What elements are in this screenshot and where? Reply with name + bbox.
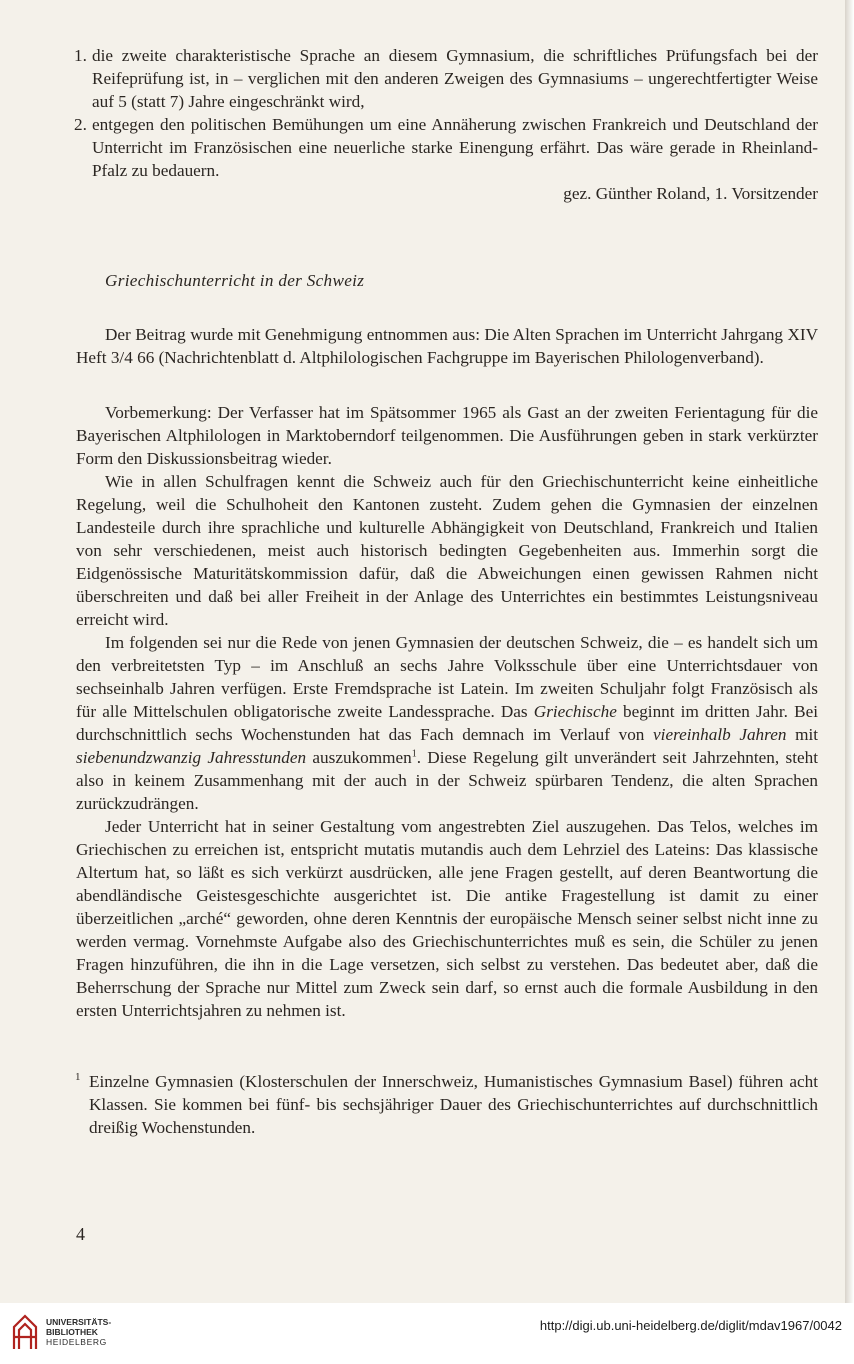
logo-shape	[14, 1316, 36, 1349]
list-item	[76, 44, 818, 113]
library-logo-icon[interactable]	[10, 1311, 40, 1351]
body-paragraph: Wie in allen Schulfragen kennt die Schweiz auch für den Griechischunterricht keine einheitliche Regelung, weil die Schulhoheit den Kantonen zusteht. Zudem gehen die Gymnasien der einzelnen Landesteile durch ihre sprachliche und kulturelle Abhängigkeit von Deutschland, Frankreich und Italien von sehr verschiedenen, meist auch historisch bedingten Gegebenheiten aus. Immerhin sorgt die Eidgenössische Maturitätskommission dafür, daß die Abweichungen einen gewissen Rahmen nicht überschreiten und daß bei aller Freiheit in der Anlage des Unterrichtes ein bestimmtes Leistungsniveau erreicht wird.	[76, 472, 818, 629]
footnote-text: Einzelne Gymnasien (Klosterschulen der Innerschweiz, Humanistisches Gymnasium Basel) führen acht Klassen. Sie kommen bei fünf- bis sechsjähriger Dauer des Griechischunterrichtes auf durchschnittlich dreißig Wochenstunden.	[89, 1072, 818, 1137]
text-run: . Diese Regelung gilt unverändert seit Jahrzehnten, steht also in keinem Zusammenhang mit der auch in der Schweiz spürbaren Tendenz, die alten Sprachen zurückzudrängen.	[76, 748, 818, 813]
list-item	[76, 113, 818, 182]
footnote-reference[interactable]: 1	[411, 748, 417, 760]
body-paragraph: Jeder Unterricht hat in seiner Gestaltung vom angestrebten Ziel auszugehen. Das Telos, welches im Griechischen zu erreichen ist, entspricht mutatis mutandis auch dem Lehrziel des Lateins: Das klassische Altertum hat, so läßt es sich verkürzt ausdrücken, alle jene Fragen gestellt, auf deren Beantwortung die abendländische Geistesgeschichte ausgerichtet ist. Die antike Fragestellung ist damit zu einer überzeitlichen „arché“ geworden, ohne deren Kenntnis der europäische Mensch seiner selbst nicht inne zu werden vermag. Vornehmste Aufgabe also des Griechischunterrichtes muß es sein, die Schüler zu jenen Fragen hinzuführen, die ihn in die Lage versetzen, sich selbst zu verstehen. Das bedeutet aber, daß die Beherrschung der Sprache nur Mittel zum Zweck sein darf, so ernst auch die formale Ausbildung in den ersten Unterrichtsjahren zu nehmen ist.	[76, 817, 818, 1020]
list-text: entgegen den politischen Bemühungen um eine Annäherung zwischen Frankreich und Deutschland der Unterricht im Französischen eine neuerliche starke Einengung erfährt. Das wäre gerade in Rheinland-Pfalz zu bedauern.	[92, 115, 818, 180]
emphasis: viereinhalb Jahren	[653, 725, 787, 744]
list-text: die zweite charakteristische Sprache an diesem Gymnasium, die schriftliches Prüfungsfach bei der Reifeprüfung ist, in – verglichen mit den anderen Zweigen des Gymnasiums – ungerechtfertigter Weise auf 5 (statt 7) Jahre eingeschränkt wird,	[92, 46, 818, 111]
text-run: Im folgenden sei nur die Rede von jenen Gymnasien der deutschen Schweiz, die – es handelt sich um den verbreitetsten Typ – im Anschluß an sechs Jahre Volksschule über eine Unterrichtsdauer von sechseinhalb Jahren verfügen. Erste Fremdsprache ist Latein. Im zweiten Schuljahr folgt Französisch als für alle Mittelschulen obligatorische zweite Landessprache. Das	[76, 633, 818, 721]
emphasis: Griechische	[533, 702, 617, 721]
footnote	[76, 1070, 818, 1139]
source-url-link[interactable]: http://digi.ub.uni-heidelberg.de/diglit/mdav1967/0042	[539, 1318, 842, 1333]
viewer-footer	[0, 1303, 854, 1364]
footnote-mark: 1	[75, 1071, 81, 1083]
body-paragraph	[76, 631, 818, 815]
text-run: mit	[786, 725, 818, 744]
section-heading: Griechischunterricht in der Schweiz	[105, 271, 365, 290]
logo-line: BIBLIOTHEK	[46, 1327, 98, 1337]
list-number: 2.	[74, 115, 87, 134]
logo-line: HEIDELBERG	[46, 1337, 107, 1347]
preface-paragraph: Vorbemerkung: Der Verfasser hat im Spätsommer 1965 als Gast an der zweiten Ferientagung für die Bayerischen Altphilologen in Marktoberndorf teilgenommen. Die Ausführungen geben in stark verkürzter Form den Diskussionsbeitrag wieder.	[76, 403, 818, 468]
page-edge-shadow	[845, 0, 854, 1303]
text-run: beginnt im dritten Jahr. Bei durchschnittlich sechs Wochenstunden hat das Fach demnach im Verlauf von	[76, 702, 818, 744]
source-paragraph: Der Beitrag wurde mit Genehmigung entnommen aus: Die Alten Sprachen im Unterricht Jahrgang XIV Heft 3/4 66 (Nachrichtenblatt d. Altphilologischen Fachgruppe im Bayerischen Philologenverband).	[76, 325, 818, 367]
page-text	[76, 44, 818, 1139]
library-logo-text	[46, 1317, 111, 1347]
page-number: 4	[76, 1224, 85, 1244]
emphasis: siebenundzwanzig Jahresstunden	[76, 748, 307, 767]
text-run: auszukommen	[306, 748, 412, 767]
signature: gez. Günther Roland, 1. Vorsitzender	[563, 184, 818, 203]
logo-line: UNIVERSITÄTS-	[46, 1317, 112, 1327]
list-number: 1.	[74, 46, 87, 65]
